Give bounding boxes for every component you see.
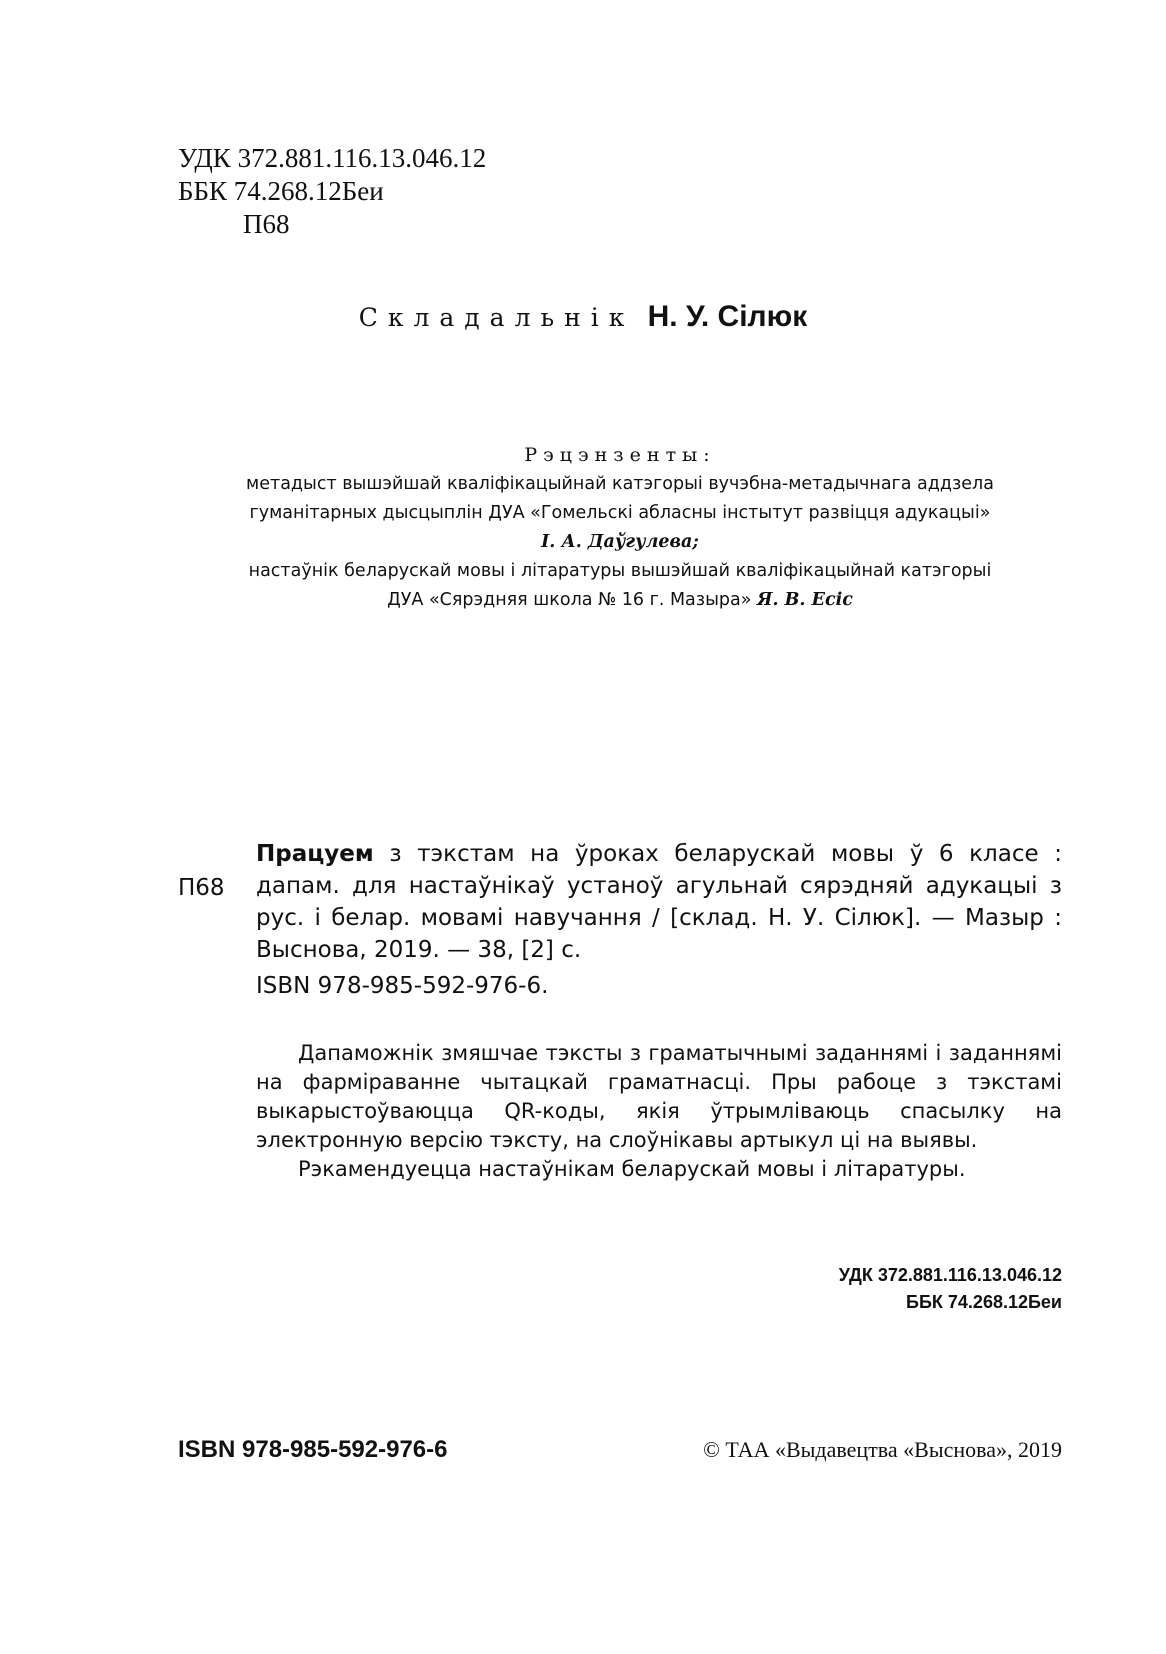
bbk-code: ББК 74.268.12Беи bbox=[178, 176, 384, 206]
bibliography-title: Працуем bbox=[256, 841, 374, 867]
copyright-notice: © ТАА «Выдавецтва «Выснова», 2019 bbox=[703, 1437, 1062, 1462]
reviewer2-position-line1: настаўнік беларускай мовы і літаратуры вышэйшай кваліфікацыйнай катэгорыі bbox=[248, 561, 992, 581]
author-mark: П68 bbox=[243, 209, 290, 239]
footer-udk: УДК 372.881.116.13.046.12 bbox=[838, 1265, 1062, 1285]
annotation-paragraph-2: Рэкамендуецца настаўнікам беларускай мовы і літаратуры. bbox=[298, 1157, 966, 1181]
reviewers-heading: Рэцэнзенты: bbox=[524, 444, 716, 466]
annotation bbox=[256, 1039, 1062, 1184]
compiler-line bbox=[0, 300, 1166, 334]
compiler-label: Складальнік bbox=[358, 303, 635, 332]
footer-isbn: ISBN 978-985-592-976-6 bbox=[178, 1436, 448, 1463]
udk-code: УДК 372.881.116.13.046.12 bbox=[178, 143, 487, 173]
reviewer1-name: І. А. Даўгулева; bbox=[541, 532, 699, 552]
annotation-paragraph-1: Дапаможнік змяшчае тэксты з граматычнымі заданнямі і заданнямі на фарміраванне чытацкай граматнасці. Пры рабоце з тэкстамі выкарыстоўваюцца QR-коды, якія ўтрымліваюць спасылку на электронную версію тэксту, на слоўнікавы артыкул ці на выявы. bbox=[256, 1041, 1062, 1152]
bibliography-code: П68 bbox=[178, 875, 225, 901]
compiler-name: Н. У. Сілюк bbox=[647, 300, 808, 333]
bibliography-description: з тэкстам на ўроках беларускай мовы ў 6 класе : дапам. для настаўнікаў устаноў агульнай сярэдняй адукацыі з рус. і белар. мовамі навучання / [склад. Н. У. Сілюк]. — Мазыр : Выснова, 2019. — 38, [2] с. bbox=[256, 841, 1063, 963]
isbn-entry: ISBN 978-985-592-976-6. bbox=[256, 973, 549, 999]
reviewers-block bbox=[190, 441, 1050, 615]
reviewer2-org: ДУА «Сярэдняя школа № 16 г. Мазыра» bbox=[387, 590, 752, 610]
footer-bbk: ББК 74.268.12Беи bbox=[906, 1292, 1062, 1312]
footer-classification bbox=[839, 1262, 1062, 1316]
reviewer2-position-line2 bbox=[190, 586, 1050, 615]
reviewer2-name: Я. В. Есіс bbox=[757, 590, 853, 610]
reviewer1-position-line1: метадыст вышэйшай кваліфікацыйнай катэгорыі вучэбна-метадычнага аддзела bbox=[246, 474, 994, 494]
reviewer1-position-line2: гуманітарных дысцыплін ДУА «Гомельскі абласны інстытут развіцця адукацыі» bbox=[249, 503, 991, 523]
classification-block bbox=[178, 142, 486, 241]
bibliography-entry bbox=[256, 838, 1062, 966]
